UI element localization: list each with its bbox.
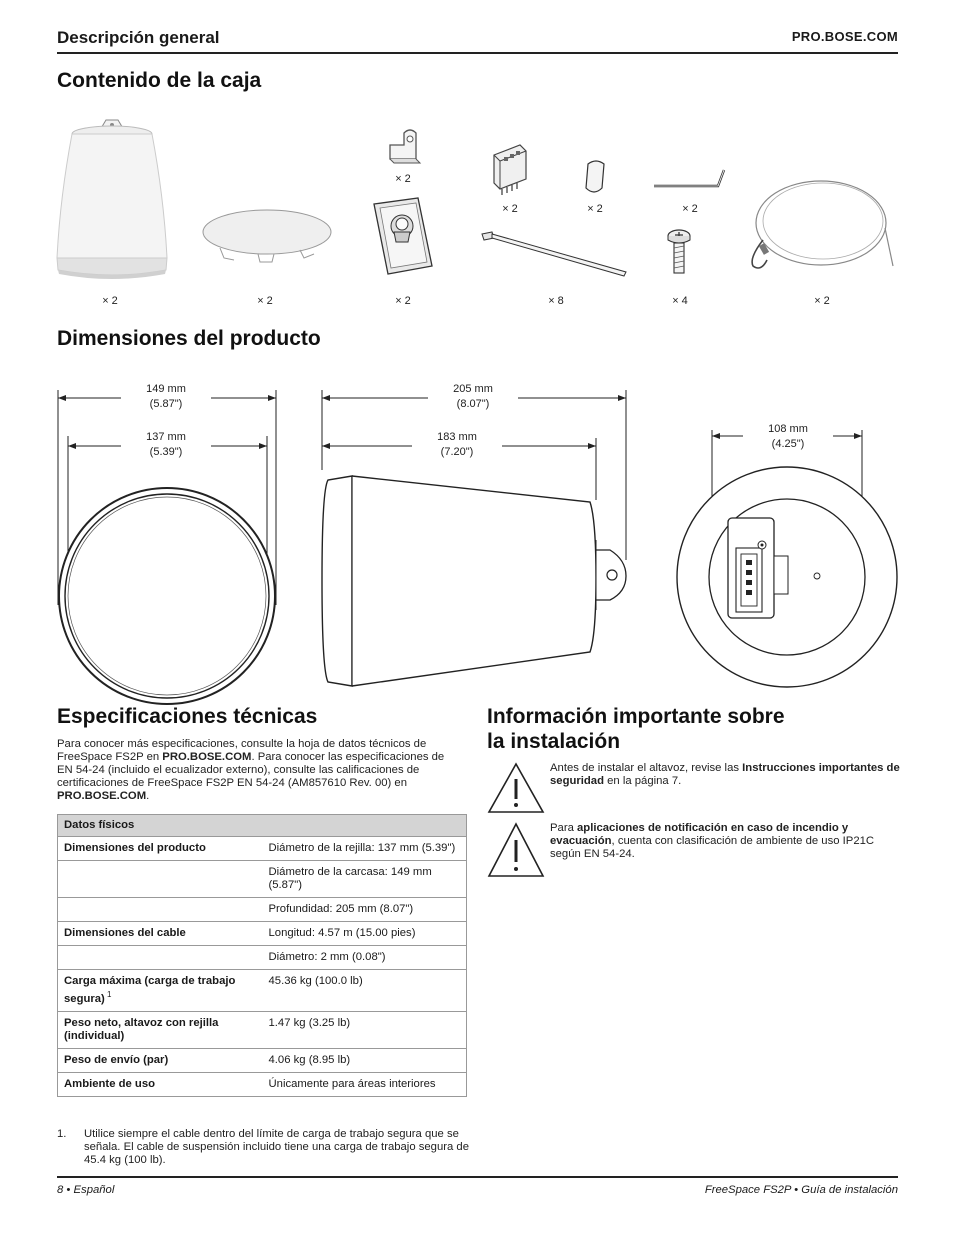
specs-intro-run: . — [146, 790, 150, 802]
speaker-icon — [52, 118, 172, 288]
spec-value: 1.47 kg (3.25 lb) — [263, 1011, 467, 1048]
table-row — [58, 1072, 467, 1096]
specs-table — [57, 814, 467, 1097]
wall-plate-icon — [370, 196, 436, 276]
suspension-cable-icon — [745, 168, 895, 278]
qty-suspension-cable: × 2 — [814, 295, 830, 307]
warning-safety-run: en la página 7. — [604, 775, 682, 787]
qty-grille: × 2 — [257, 295, 273, 307]
dimensions-heading: Dimensiones del producto — [57, 327, 321, 350]
box-contents-heading: Contenido de la caja — [57, 69, 262, 92]
warning-fire-run: , cuenta con clasificación de ambiente de uso IP21C según EN 54-24. — [550, 835, 875, 860]
specs-intro — [57, 738, 462, 803]
spec-key: Carga máxima (carga de trabajo segura) $^1$ — [58, 970, 263, 1012]
back-view-drawing — [670, 430, 900, 690]
spec-value: 4.06 kg (8.95 lb) — [263, 1048, 467, 1072]
install-heading: Información importante sobre la instalación — [487, 705, 785, 753]
spec-key: Peso neto, altavoz con rejilla (individual) — [58, 1011, 263, 1048]
warning-safety-run: Instrucciones importantes de seguridad — [550, 762, 900, 787]
page-footer — [57, 1176, 898, 1200]
qty-pad: × 2 — [587, 203, 603, 215]
mounting-bracket-icon — [384, 125, 424, 165]
spec-key: Ambiente de uso — [58, 1072, 263, 1096]
site-link[interactable]: PRO.BOSE.COM — [791, 29, 898, 44]
side-inner-dim: 183 mm (7.20") — [412, 430, 502, 460]
spec-value: Profundidad: 205 mm (8.07") — [263, 898, 467, 922]
table-row — [58, 861, 467, 898]
table-header-row — [58, 815, 467, 837]
specs-heading: Especificaciones técnicas — [57, 705, 318, 728]
spec-value: Longitud: 4.57 m (15.00 pies) — [263, 922, 467, 946]
table-row — [58, 1048, 467, 1072]
table-row — [58, 922, 467, 946]
table-row — [58, 1011, 467, 1048]
spec-value: Diámetro: 2 mm (0.08") — [263, 946, 467, 970]
front-outer-dim: 149 mm (5.87") — [121, 382, 211, 412]
back-dim: 108 mm (4.25") — [743, 422, 833, 452]
footnote-text: Utilice siempre el cable dentro del límite de carga de trabajo segura que se señala. El cable de suspensión incluido tiene una carga de trabajo segura de 45.4 kg (100 lb). — [84, 1128, 469, 1166]
spec-key: Dimensiones del cable — [58, 922, 263, 946]
footnote-number: 1. — [57, 1128, 67, 1140]
qty-connector: × 2 — [502, 203, 518, 215]
table-row — [58, 970, 467, 1012]
terminal-connector-icon — [490, 143, 530, 197]
spec-key — [58, 861, 263, 898]
page-number: 8 • Español — [57, 1184, 115, 1196]
warning-fire-text — [550, 822, 900, 861]
table-header: Datos físicos — [58, 815, 467, 837]
spec-value: Diámetro de la carcasa: 149 mm (5.87") — [263, 861, 467, 898]
page-header — [57, 26, 898, 54]
specs-intro-run: . Para conocer las especificaciones de EN 54-24 (incluido el ecualizador externo), consulte las calificaciones de certificaciones de FreeSpace FS2P EN 54-24 (AM857610 Rev. 00) en — [57, 751, 445, 789]
spec-value: Únicamente para áreas interiores — [263, 1072, 467, 1096]
qty-wall-plate: × 2 — [395, 295, 411, 307]
spec-key: Dimensiones del producto — [58, 837, 263, 861]
specs-intro-run: Para conocer más especificaciones, consulte la hoja de datos técnicos de FreeSpace FS2P en — [57, 738, 427, 763]
warning-safety-run: Antes de instalar el altavoz, revise las — [550, 762, 743, 774]
qty-hex-key: × 2 — [682, 203, 698, 215]
qty-cable-tie: × 8 — [548, 295, 564, 307]
side-outer-dim: 205 mm (8.07") — [428, 382, 518, 412]
table-row — [58, 946, 467, 970]
table-row — [58, 837, 467, 861]
specs-intro-run: PRO.BOSE.COM — [57, 790, 147, 802]
warning-fire-run: aplicaciones de notificación en caso de incendio y evacuación — [550, 822, 849, 847]
grille-cover-icon — [200, 206, 335, 266]
specs-intro-run: PRO.BOSE.COM — [162, 751, 252, 763]
warning-icon — [487, 822, 545, 878]
qty-speaker: × 2 — [102, 295, 118, 307]
document-title: FreeSpace FS2P • Guía de instalación — [704, 1184, 898, 1196]
spec-value: 45.36 kg (100.0 lb) — [263, 970, 467, 1012]
front-inner-dim: 137 mm (5.39") — [121, 430, 211, 460]
spec-key — [58, 946, 263, 970]
warning-safety-text — [550, 762, 900, 788]
spec-key: Peso de envío (par) — [58, 1048, 263, 1072]
qty-bracket: × 2 — [395, 173, 411, 185]
spec-key — [58, 898, 263, 922]
hex-key-icon — [652, 166, 728, 190]
cable-tie-icon — [480, 228, 630, 278]
warning-fire-run: Para — [550, 822, 578, 834]
footnote-ref: 1 — [104, 990, 112, 999]
table-row — [58, 898, 467, 922]
pad-icon — [580, 158, 610, 198]
screw-icon — [664, 228, 694, 278]
qty-screw: × 4 — [672, 295, 688, 307]
warning-icon — [487, 762, 545, 814]
spec-value: Diámetro de la rejilla: 137 mm (5.39") — [263, 837, 467, 861]
section-title: Descripción general — [57, 28, 220, 47]
